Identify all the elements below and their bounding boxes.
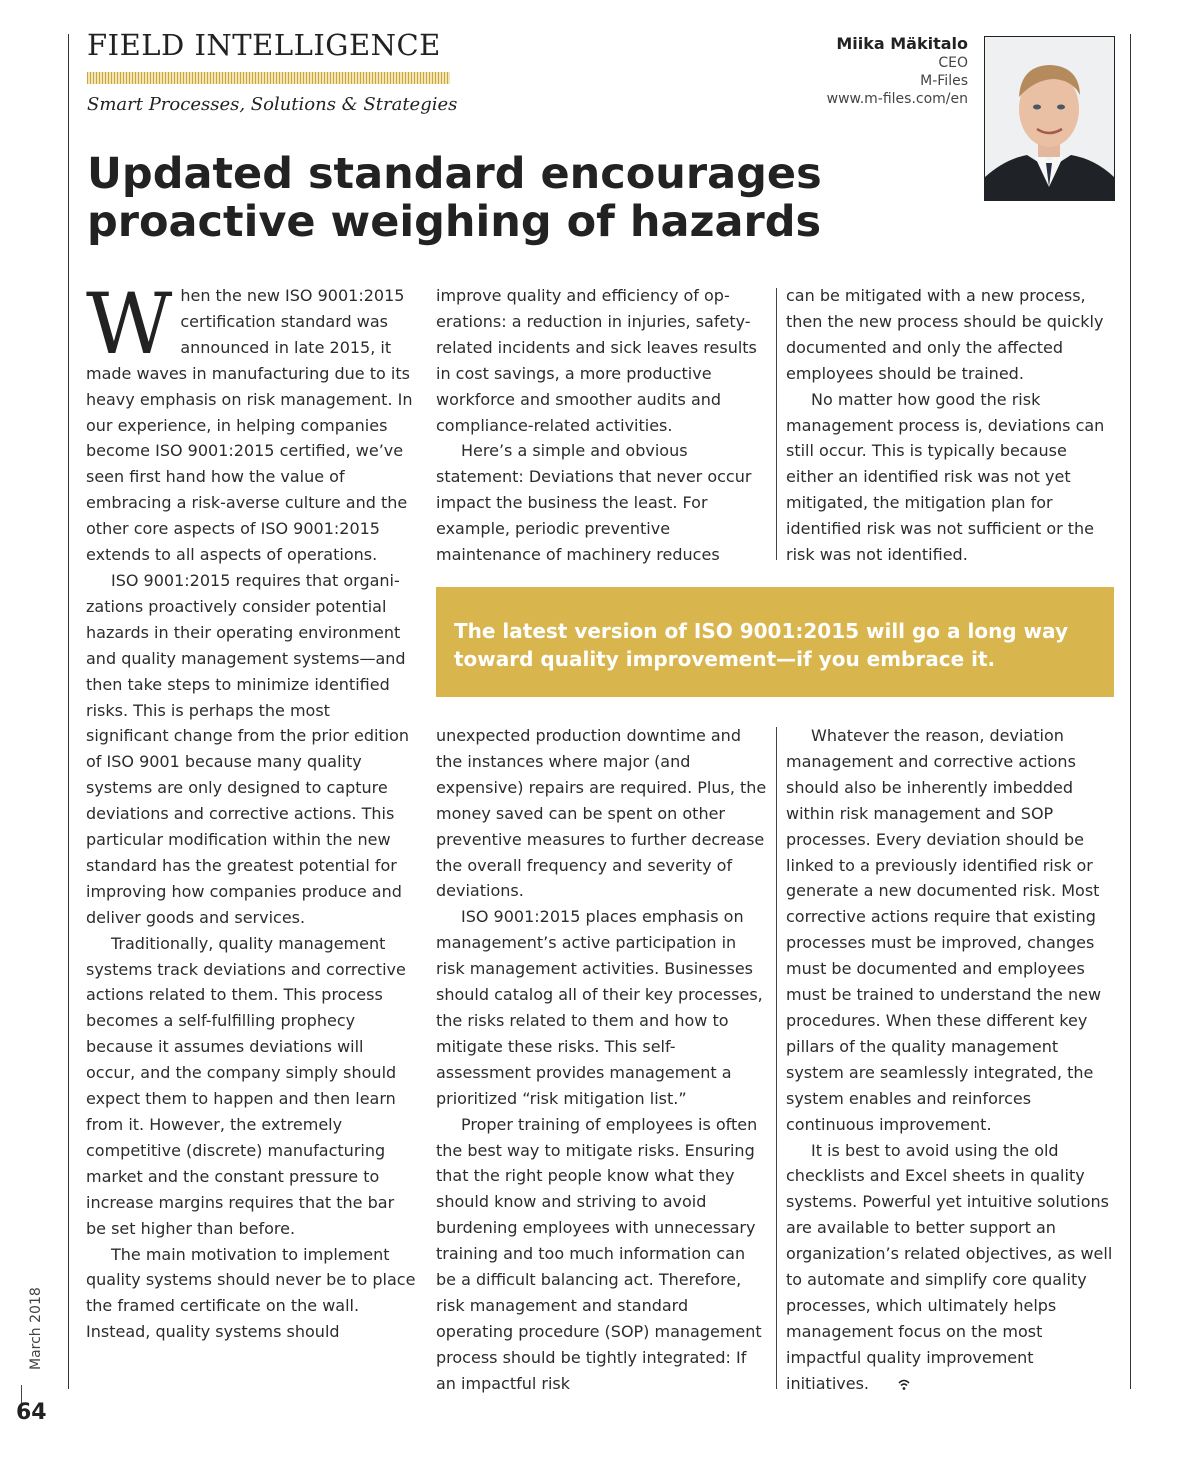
drop-cap: W bbox=[86, 275, 173, 373]
column-rule bbox=[776, 727, 777, 1389]
article-headline: Updated standard encourages proactive weighing of hazards bbox=[87, 149, 822, 247]
author-photo bbox=[984, 36, 1115, 201]
paragraph: Whatever the reason, deviation management and corrective actions should also be inherently imbedded within risk management and SOP processes. Every deviation should be linked to a previously identified risk or generate a new documented risk. Most corrective actions require that existing processes must be improved, changes must be documented and employees must be trained to understand the new procedures. When these different key pillars of the quality management system are seamlessly integrated, the system enables and reinforces continuous improvement. bbox=[786, 726, 1102, 1134]
right-page-rule bbox=[1130, 34, 1131, 1389]
section-title: FIELD INTELLIGENCE bbox=[87, 28, 441, 62]
paragraph: ISO 9001:2015 places emphasis on management’s active participation in risk management activities. Businesses should catalog all of their key processes, the risks related to them and how to mitigate these risks. This self-assessment provides management a prioritized “risk mitigation list.” bbox=[436, 907, 763, 1108]
author-website: www.m-files.com/en bbox=[826, 91, 968, 107]
paragraph: can be mitigated with a new process, then the new process should be quickly documented and only the affected employees should be trained. bbox=[786, 286, 1104, 383]
author-role: CEO bbox=[938, 55, 968, 71]
pull-quote-box bbox=[436, 587, 1114, 697]
body-column-3-bottom bbox=[786, 723, 1116, 1399]
paragraph-text: It is best to avoid using the old checklists and Excel sheets in quality systems. Powerful yet intuitive solutions are available to better support an organization’s related objectives, as well to automate and simplify core quality processes, which ultimately helps management focus on the most impactful quality improvement initiatives. bbox=[786, 1140, 1113, 1393]
author-company: M-Files bbox=[920, 73, 968, 89]
left-page-rule bbox=[68, 34, 69, 1389]
paragraph bbox=[86, 275, 416, 568]
wifi-signal-icon bbox=[873, 1373, 910, 1399]
page-number: 64 bbox=[16, 1400, 47, 1425]
section-tagline: Smart Processes, Solutions & Strategies bbox=[87, 94, 458, 115]
paragraph: Traditionally, quality management systems track deviations and corrective actions related to them. This process becomes a self-fulfilling prophecy because it assumes deviations will occur, and the company simply should expect them to happen and then learn from it. However, the extremely competitive (discrete) manufacturing market and the constant pressure to increase margins requires that the bar be set higher than before. bbox=[86, 933, 406, 1238]
paragraph: The main motivation to implement quality systems should never be to place the framed certificate on the wall. Instead, quality systems should bbox=[86, 1244, 416, 1342]
body-column-2-bottom bbox=[436, 723, 768, 1397]
author-name: Miika Mäkitalo bbox=[836, 34, 968, 53]
body-column-3-top bbox=[786, 283, 1116, 568]
paragraph: ISO 9001:2015 requires that organizations proactively consider potential hazards in their operating environment and quality management systems—and then take steps to minimize identified risks. This is perhaps the most significant change from the prior edition of ISO 9001 because many quality systems are only designed to capture deviations and corrective actions. This particular modification within the new standard has the greatest potential for improving how companies produce and deliver goods and services. bbox=[86, 570, 410, 927]
paragraph-text: hen the new ISO 9001:2015 certification standard was announced in late 2015, it made waves in manufacturing due to its heavy emphasis on risk management. In our experience, in helping companies become ISO 9001:2015 certified, we’ve seen first hand how the value of embracing a risk-averse culture and the other core aspects of ISO 9001:2015 extends to all aspects of operations. bbox=[86, 286, 413, 565]
issue-date: March 2018 bbox=[28, 1287, 44, 1370]
body-column-2-top bbox=[436, 283, 768, 568]
paragraph bbox=[786, 1138, 1116, 1399]
paragraph: Here’s a simple and obvious statement: Deviations that never occur impact the business the least. For example, periodic preventive maintenance of machinery reduces bbox=[436, 441, 752, 565]
paragraph: Proper training of employees is often the best way to mitigate risks. Ensuring that the right people know what they should know and striving to avoid burdening employees with unnecessary training and too much information can be a difficult balancing act. Therefore, risk management and standard operating procedure (SOP) management process should be tightly integrated: If an impactful risk bbox=[436, 1114, 762, 1393]
paragraph: No matter how good the risk management process is, deviations can still occur. This is typically because either an identified risk was not yet mitigated, the mitigation plan for identified risk was not sufficient or the risk was not identified. bbox=[786, 389, 1105, 565]
pull-quote-text: The latest version of ISO 9001:2015 will go a long way toward quality improvement—if you embrace it. bbox=[454, 619, 1068, 671]
paragraph: improve quality and efficiency of operations: a reduction in injuries, safety-related incidents and sick leaves results in cost savings, a more productive workforce and smoother audits and compliance-related activities. bbox=[436, 286, 757, 435]
body-column-1 bbox=[86, 275, 416, 1345]
paragraph: unexpected production downtime and the instances where major (and expensive) repairs are required. Plus, the money saved can be spent on other preventive measures to further decrease the overall frequency and severity of deviations. bbox=[436, 726, 767, 901]
section-hatch-bar bbox=[87, 72, 450, 84]
portrait-photo-icon bbox=[985, 37, 1114, 200]
column-rule bbox=[776, 288, 777, 560]
